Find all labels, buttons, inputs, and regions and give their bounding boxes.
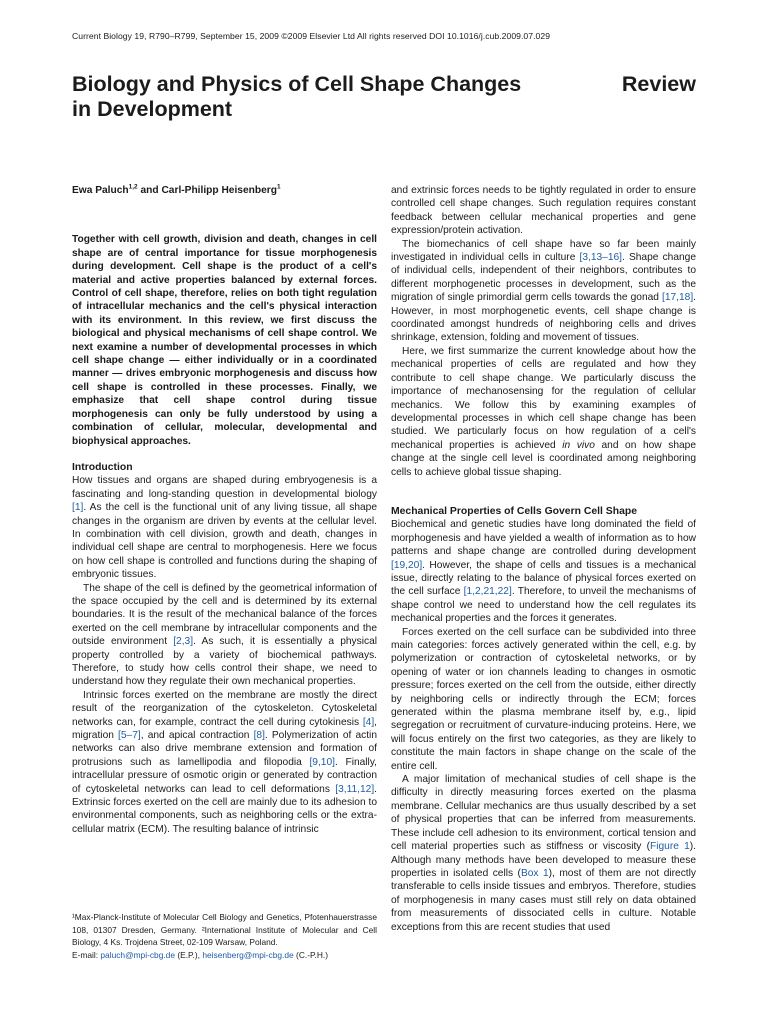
article-type: Review <box>621 72 696 96</box>
citation-link[interactable]: [9,10] <box>309 756 335 768</box>
journal-citation: Current Biology 19, R790–R799, September 15, 2009 ©2009 Elsevier Ltd All rights reserved DOI 10.1016/j.cub.2009.07.029 <box>72 31 551 41</box>
box-1-link[interactable]: Box 1 <box>520 867 549 879</box>
citation-link[interactable]: [5–7] <box>118 730 141 742</box>
title-line-2: in Development <box>72 97 233 121</box>
section-heading-mechanical-properties: Mechanical Properties of Cells Govern Cell Shape <box>391 505 637 517</box>
right-paragraph-6: A major limitation of mechanical studies of cell shape is the difficulty in directly measuring forces exerted on the plasma membrane. Cellular mechanics are thus usually described by a set of physical properties that can be inferred from measurements. These include cell adhesion to its environment, cortical tension and cell material properties such as stiffness or viscosity (Figure 1). Although many methods have been developed to measure these properties in isolated cells (Box 1), most of them are not directly transferable to cells inside tissues and embryos. Therefore, studies of morphogenesis in many cases must still rely on data obtained from measurements of dissociated cells in culture. Notable exceptions from this are recent studies that used <box>391 774 696 933</box>
citation-link[interactable]: [17,18] <box>662 292 694 304</box>
right-paragraph-2: The biomechanics of cell shape have so far been mainly investigated in individual cells in culture [3,13–16]. Shape change of individual cells, independent of their neighbors, contributes to different morphogenetic processes in development, such as the migration of single primordial germ cells towards the gonad [17,18]. However, in most morphogenetic events, cell shape change is coordinated amongst hundreds of neighboring cells and drives shrinkage, extension, folding and movement of tissues. <box>391 238 696 344</box>
right-paragraph-5: Forces exerted on the cell surface can be subdivided into three main categories: forces actively generated within the cell, e.g. by polymerization or contraction of cytoskeletal networks, or by opening of water or ion channels leading to changes in osmotic pressure; forces exerted on the cell from the outside, either directly by neighboring cells or indirectly through the ECM; forces generated within the plasma membrane itself by, e.g., lipid segregation or recruitment of curvature-inducing proteins. Here, we will focus entirely on the first two categories, as they are likely to constitute the main factors in shape change on the scale of the entire cell. <box>391 626 696 772</box>
citation-link[interactable]: [1,2,21,22] <box>463 586 512 598</box>
introduction-heading: Introduction <box>72 461 133 473</box>
author-1-affiliation: 1,2 <box>128 183 138 191</box>
article-title <box>72 72 572 122</box>
emphasis-in-vivo: in vivo <box>562 439 595 451</box>
left-column <box>72 184 377 836</box>
citation-link[interactable]: [3,13–16] <box>579 252 622 264</box>
right-paragraph-4: Biochemical and genetic studies have long dominated the field of morphogenesis and have yielded a wealth of information as to how patterns and shape change are controlled during development [19,20]. However, the shape of cells and tissues is a mechanical issue, directly relating to the balance of physical forces exerted on the cell surface [1,2,21,22]. Therefore, to unveil the mechanisms of shape control we need to understand how the cell regulates its mechanical properties and the forces it generates. <box>391 519 696 625</box>
author-2: Carl-Philipp Heisenberg <box>161 185 277 196</box>
citation-link[interactable]: [8] <box>253 730 265 742</box>
citation-link[interactable]: [2,3] <box>173 636 194 648</box>
email-link-paluch[interactable]: paluch@mpi-cbg.de <box>100 949 176 960</box>
author-conjunction: and <box>137 185 162 196</box>
title-line-1: Biology and Physics of Cell Shape Changes <box>72 72 522 96</box>
figure-1-link[interactable]: Figure 1 <box>650 841 690 853</box>
author-line <box>72 184 377 197</box>
citation-link[interactable]: [1] <box>72 502 84 514</box>
citation-link[interactable]: [4] <box>362 716 375 728</box>
citation-link[interactable]: [19,20] <box>391 559 423 571</box>
author-2-affiliation: 1 <box>276 183 281 191</box>
intro-paragraph-3: Intrinsic forces exerted on the membrane are mostly the direct result of the reorganization of the cytoskeleton. Cytoskeletal networks can, for example, contract the cell during cytokinesis [4], migration [5–7], and apical contraction [8]. Polymerization of actin networks can also drive membrane extension and formation of protrusions such as lamellipodia and filopodia [9,10]. Finally, intracellular pressure of osmotic origin or generated by contraction of cytoskeletal networks can lead to cell deformations [3,11,12]. Extrinsic forces exerted on the cell are mainly due to its adhesion to environmental components, such as neighboring cells or the extra-cellular matrix (ECM). The resulting balance of intrinsic <box>72 689 377 835</box>
right-paragraph-1: and extrinsic forces needs to be tightly regulated in order to ensure controlled cell shape changes. Such regulation requires constant feedback between cellular mechanical properties and gene expression/protein activation. <box>391 185 696 237</box>
intro-paragraph-1: How tissues and organs are shaped during embryogenesis is a fascinating and long-standing question in developmental biology [1]. As the cell is the functional unit of any living tissue, all shape changes in the organism are driven by events at the cellular level. In combination with cell division, growth and death, changes in individual cell shape are central to morphogenesis. Here we focus on how cell shape is controlled and functions during the shaping of embryonic tissues. <box>72 475 377 581</box>
contact-emails: E-mail: paluch@mpi-cbg.de (E.P.), heisenberg@mpi-cbg.de (C.-P.H.) <box>72 949 328 960</box>
right-paragraph-3: Here, we first summarize the current knowledge about how the mechanical properties of cells are regulated and how they contribute to cell shape change. We particularly discuss the importance of mechanosensing for the regulation of cellular mechanics. We follow this by examining examples of developmental processes in which cell shape change has been studied. We particularly focus on how regulation of a cell's mechanical properties is achieved in vivo and on how shape change at the single cell level is coordinated among neighboring cells to achieve global tissue shaping. <box>391 345 696 478</box>
author-1: Ewa Paluch <box>72 185 129 196</box>
abstract: Together with cell growth, division and death, changes in cell shape are of central importance for tissue morphogenesis during development. Cell shape is the product of a cell's material and active properties balanced by external forces. Control of cell shape, therefore, relies on both tight regulation of intracellular mechanics and the cell's physical interaction with its environment. In this review, we first discuss the biological and physical mechanisms of cell shape control. We next examine a number of developmental processes in which cell shape change — either individually or in a coordinated manner — drives embryonic morphogenesis and discuss how cell shape is controlled in these processes. Finally, we emphasize that cell shape control during tissue morphogenesis can only be fully understood by using a combination of cellular, molecular, developmental and biophysical approaches. <box>72 234 377 447</box>
citation-link[interactable]: [3,11,12] <box>335 783 375 795</box>
footnotes <box>72 911 377 961</box>
email-link-heisenberg[interactable]: heisenberg@mpi-cbg.de <box>202 949 294 960</box>
affiliations: ¹Max-Planck-Institute of Molecular Cell Biology and Genetics, Pfotenhauerstrasse 108, 01307 Dresden, Germany. ²International Institute of Molecular and Cell Biology, 4 Ks. Trojdena Street, 02-109 Warsaw, Poland. <box>72 912 377 948</box>
intro-paragraph-2: The shape of the cell is defined by the geometrical information of the space occupied by the cell and is determined by its external boundaries. It is the result of the mechanical balance of the forces exerted on the cell membrane by intracellular components and the outside environment [2,3]. As such, it is essentially a physical property controlled by a variety of biochemical pathways. Therefore, to study how cells control their shape, we need to understand how they regulate their own mechanical properties. <box>72 582 378 688</box>
right-column <box>391 184 696 934</box>
